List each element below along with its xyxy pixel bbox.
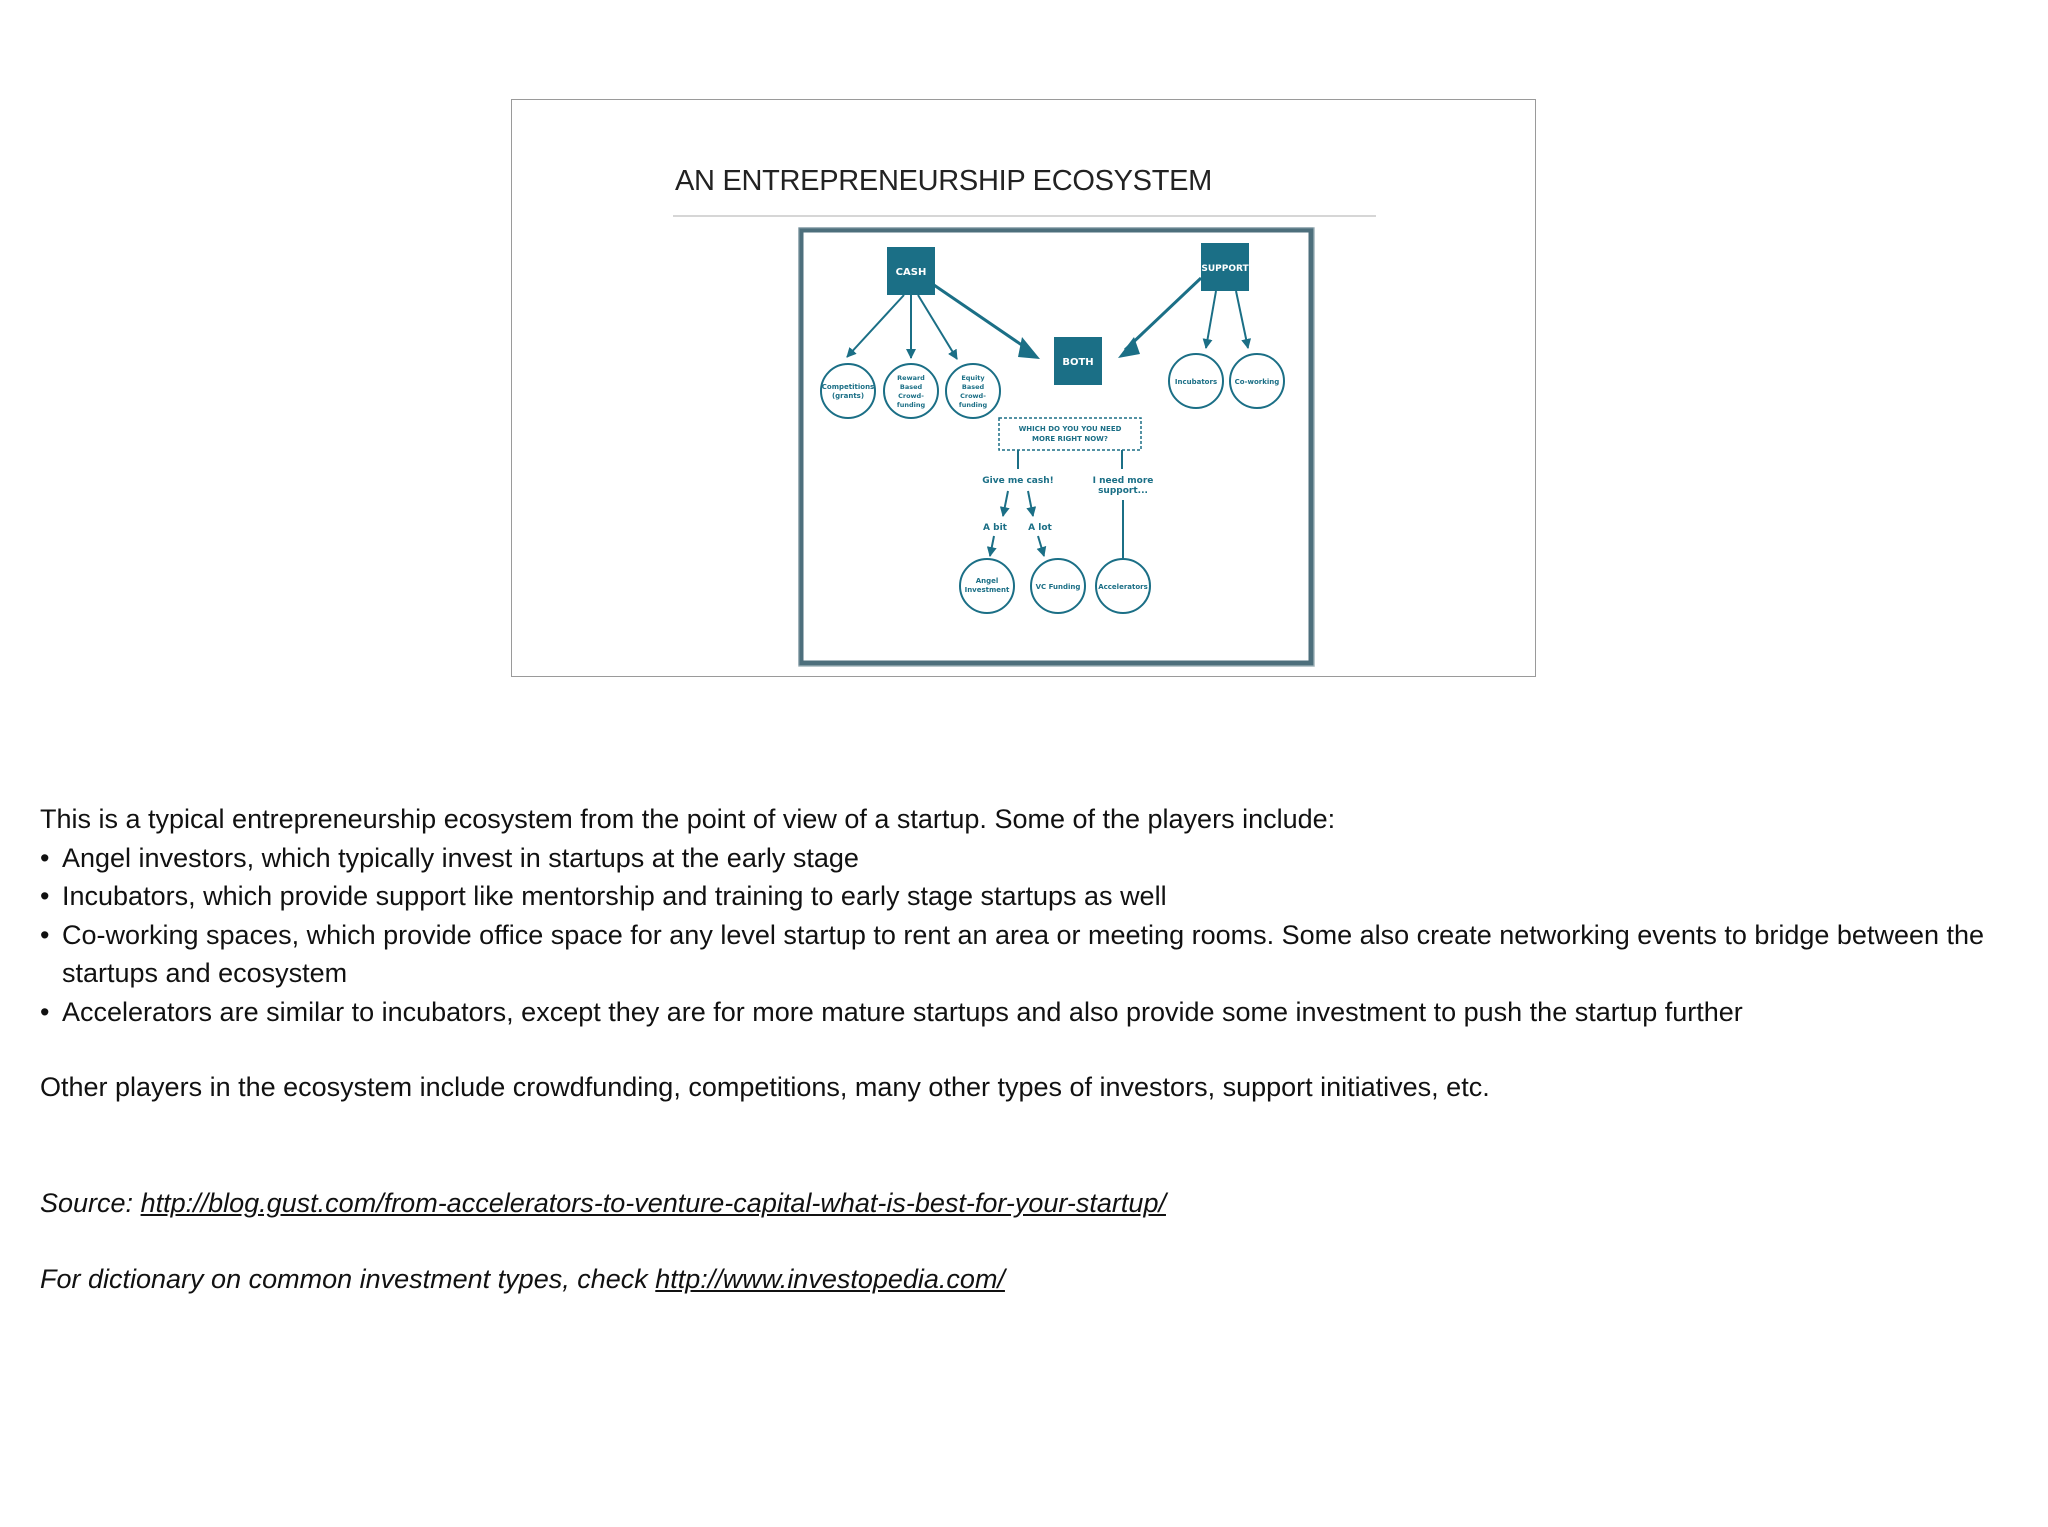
vc-funding-label: VC Funding bbox=[1035, 583, 1081, 591]
reward-crowdfunding-circle bbox=[884, 364, 938, 418]
list-item: • Angel investors, which typically invest in startups at the early stage bbox=[40, 839, 2020, 878]
accelerators-label: Accelerators bbox=[1098, 583, 1148, 591]
slide-thumbnail bbox=[511, 99, 1536, 677]
list-item: • Accelerators are similar to incubators, except they are for more mature startups and also provide some investment to push the startup further bbox=[40, 993, 2020, 1032]
reward-crowdfunding-label: Reward bbox=[897, 374, 925, 382]
list-item: • Incubators, which provide support like mentorship and training to early stage startups as well bbox=[40, 877, 2020, 916]
list-item: • Co-working spaces, which provide office space for any level startup to rent an area or meeting rooms. Some also create networking events to bridge between the startups and ecosystem bbox=[40, 916, 2020, 993]
svg-text:funding: funding bbox=[896, 401, 926, 409]
source-line bbox=[40, 1184, 2020, 1223]
speaker-notes bbox=[40, 800, 2020, 1299]
both-label: BOTH bbox=[1062, 357, 1094, 368]
give-cash-label: Give me cash! bbox=[982, 476, 1054, 486]
svg-text:(grants): (grants) bbox=[831, 392, 865, 400]
svg-text:Investment: Investment bbox=[964, 586, 1010, 594]
question-label: WHICH DO YOU YOU NEED bbox=[1018, 425, 1122, 433]
equity-crowdfunding-circle bbox=[946, 364, 1000, 418]
dictionary-label: For dictionary on common investment types, check bbox=[40, 1264, 656, 1294]
source-link[interactable]: http://blog.gust.com/from-accelerators-to-venture-capital-what-is-best-for-your-startup/ bbox=[140, 1187, 1166, 1218]
source-label: Source: bbox=[40, 1187, 141, 1218]
svg-text:Based: Based bbox=[961, 383, 985, 391]
support-label: SUPPORT bbox=[1201, 264, 1249, 274]
coworking-label: Co-working bbox=[1234, 378, 1280, 386]
svg-text:funding: funding bbox=[958, 401, 988, 409]
a-lot-label: A lot bbox=[1028, 523, 1052, 533]
question-box bbox=[999, 418, 1141, 450]
notes-other-players: Other players in the ecosystem include crowdfunding, competitions, many other types of investors, support initiatives, etc. bbox=[40, 1072, 1490, 1102]
notes-intro: This is a typical entrepreneurship ecosystem from the point of view of a startup. Some of the players include: bbox=[40, 804, 1336, 834]
competitions-circle bbox=[821, 364, 875, 418]
a-bit-label: A bit bbox=[983, 523, 1007, 533]
dictionary-link[interactable]: http://www.investopedia.com/ bbox=[655, 1264, 1005, 1294]
svg-text:Based: Based bbox=[899, 383, 923, 391]
svg-text:Crowd-: Crowd- bbox=[898, 392, 924, 400]
need-support-label: I need more bbox=[1092, 476, 1154, 486]
angel-investment-label: Angel bbox=[975, 577, 999, 585]
players-list bbox=[40, 839, 2020, 1032]
incubators-label: Incubators bbox=[1174, 378, 1218, 386]
competitions-label: Competitions bbox=[821, 383, 875, 391]
equity-crowdfunding-label: Equity bbox=[961, 374, 985, 382]
svg-text:support...: support... bbox=[1098, 486, 1148, 496]
cash-label: CASH bbox=[895, 267, 927, 278]
title-divider bbox=[673, 215, 1376, 217]
svg-text:MORE RIGHT NOW?: MORE RIGHT NOW? bbox=[1032, 435, 1108, 443]
slide-title: AN ENTREPRENEURSHIP ECOSYSTEM bbox=[675, 165, 1213, 197]
ecosystem-diagram bbox=[792, 225, 1322, 670]
svg-text:Crowd-: Crowd- bbox=[960, 392, 986, 400]
dictionary-line bbox=[40, 1260, 2020, 1299]
